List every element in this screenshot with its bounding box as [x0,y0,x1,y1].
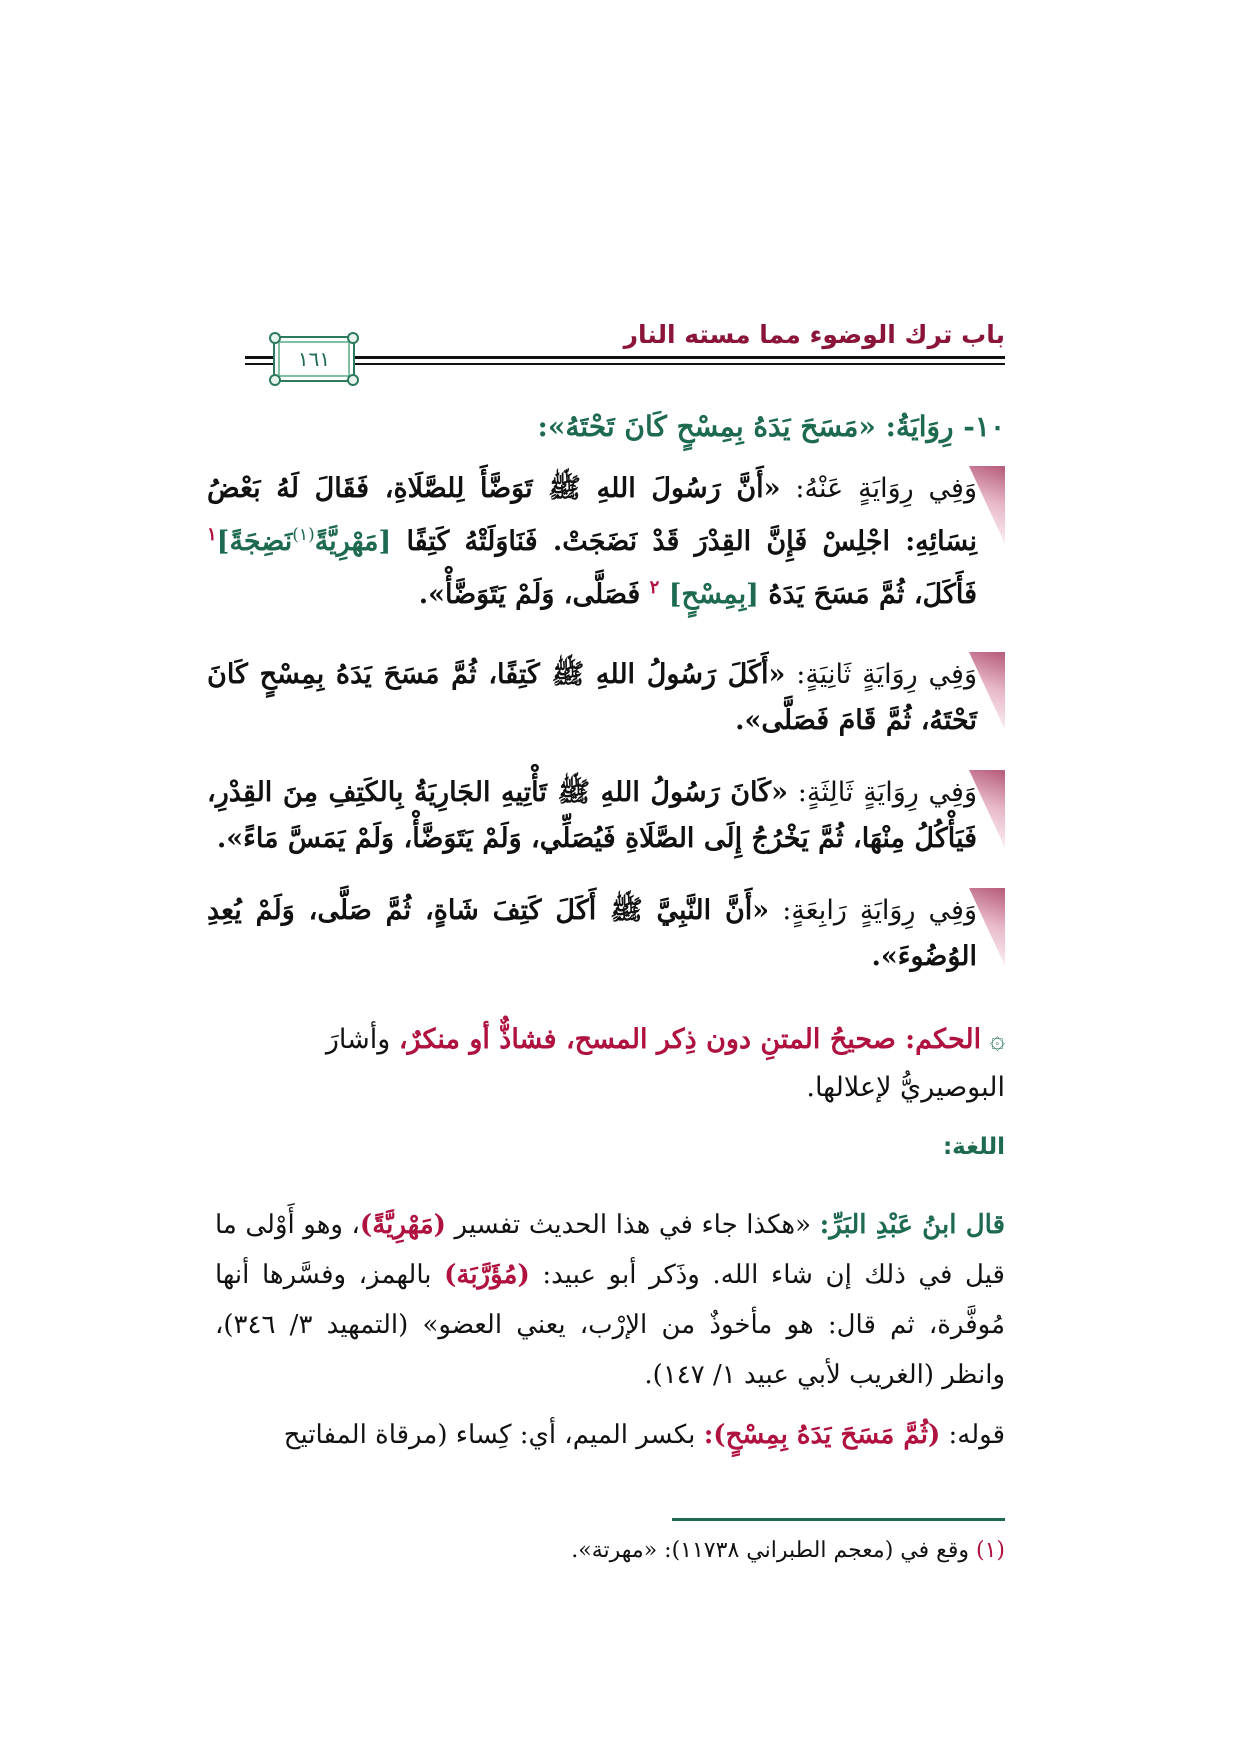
gloss-bracket: [مَهْرِيَّةً [314,526,392,557]
header-rule [245,356,1005,359]
narration-text: وَفِي رِوَايَةٍ ثَالِثَةٍ: «كَانَ رَسُولُ اللهِ ﷺ تَأْتِيهِ الجَارِيَةُ بِالكَتِفِ مِنَ القِدْرِ، فَيَأْكُلُ مِنْهَا، ثُمَّ يَخْرُجُ إِلَى الصَّلَاةِ فَيُصَلِّي، وَلَمْ يَتَوَضَّأْ، وَلَمْ يَمَسَّ مَاءً». [207,777,977,854]
ornament-icon [269,332,281,344]
chapter-title: باب ترك الوضوء مما مسته النار [623,320,1005,349]
ruling-label: الحكم: [905,1024,982,1055]
header-rule-thin [245,363,1005,365]
ornament-icon [347,374,359,386]
narration-block [207,466,1005,618]
page-header [245,318,1005,378]
ruling-verdict: صحيحُ المتنِ دون ذِكر المسح، فشاذٌّ أو منكرٌ، [398,1024,906,1055]
ruling-paragraph: ۞ الحكم: صحيحُ المتنِ دون ذِكر المسح، فشاذٌّ أو منكرٌ، وأشارَ البوصيريُّ لإعلالها. [325,1024,1005,1103]
ornament-icon [347,332,359,344]
footnote-rule [672,1518,1005,1521]
language-heading: اللغة: [942,1134,1005,1160]
commentary-paragraph: قوله: (ثُمَّ مَسَحَ يَدَهُ بِمِسْحٍ): بكسر الميم، أي: كِساء (مرقاة المفاتيح [283,1420,1005,1450]
page-number: ١٦١ [297,347,331,371]
narration-block [207,770,1005,862]
gloss-bracket: [بِمِسْحٍ] [668,579,759,610]
section-heading: ١٠- رِوَايَةُ: «مَسَحَ يَدَهُ بِمِسْحٍ كَانَ تَحْتَهُ»: [537,410,1005,443]
narration-text: وَفِي رِوَايَةٍ رَابِعَةٍ: «أَنَّ النَّبِيَّ ﷺ أَكَلَ كَتِفَ شَاةٍ، ثُمَّ صَلَّى، وَلَمْ يُعِدِ الوُضُوءَ». [207,895,977,972]
narration-block [207,652,1005,744]
footnote: (١) وقع في (معجم الطبراني ١١٧٣٨): «مهرتة». [571,1538,1005,1563]
page-number-frame [273,336,355,382]
narration-text: وَفِي رِوَايَةٍ ثَانِيَةٍ: «أَكَلَ رَسُولُ اللهِ ﷺ كَتِفًا، ثُمَّ مَسَحَ يَدَهُ بِمِسْحٍ كَانَ تَحْتَهُ، ثُمَّ قَامَ فَصَلَّى». [207,659,977,736]
star-ornament-icon: ۞ [989,1025,1005,1055]
ornament-icon [269,374,281,386]
variant-marker: ١ [207,524,217,545]
narration-block [207,888,1005,980]
footnote-number: (١) [975,1538,1005,1563]
variant-marker: ٢ [649,577,660,598]
quoted-scholar: قال ابنُ عَبْدِ البَرِّ: [819,1210,1005,1240]
footnote-ref: (١) [292,525,315,545]
commentary-paragraph: قال ابنُ عَبْدِ البَرِّ: «هكذا جاء في هذا الحديث تفسير (مَهْرِيَّةً)، وهو أَوْلى ما قيل في ذلك إن شاء الله. وذَكر أبو عبيد: (مُؤَرَّبَة) بالهمز، وفسَّرها أنها مُوفَّرة، ثم قال: هو مأخوذٌ من الإرْب، يعني العضو» (التمهيد ٣/ ٣٤٦)، وانظر (الغريب لأبي عبيد ١/ ١٤٧). [215,1210,1005,1390]
narration-text: وَفِي رِوَايَةٍ عَنْهُ: «أَنَّ رَسُولَ اللهِ ﷺ تَوَضَّأَ لِلصَّلَاةِ، فَقَالَ لَهُ بَعْضُ نِسَائِهِ: اجْلِسْ فَإِنَّ القِدْرَ قَدْ نَضَجَتْ. فَنَاوَلَتْهُ كَتِفًا [مَهْرِيَّةً$^{(١)}$نَضِجَةً]$^١$ فَأَكَلَ، ثُمَّ مَسَحَ يَدَهُ [بِمِسْحٍ] $^٢$ فَصَلَّى، وَلَمْ يَتَوَضَّأْ». [207,473,977,610]
